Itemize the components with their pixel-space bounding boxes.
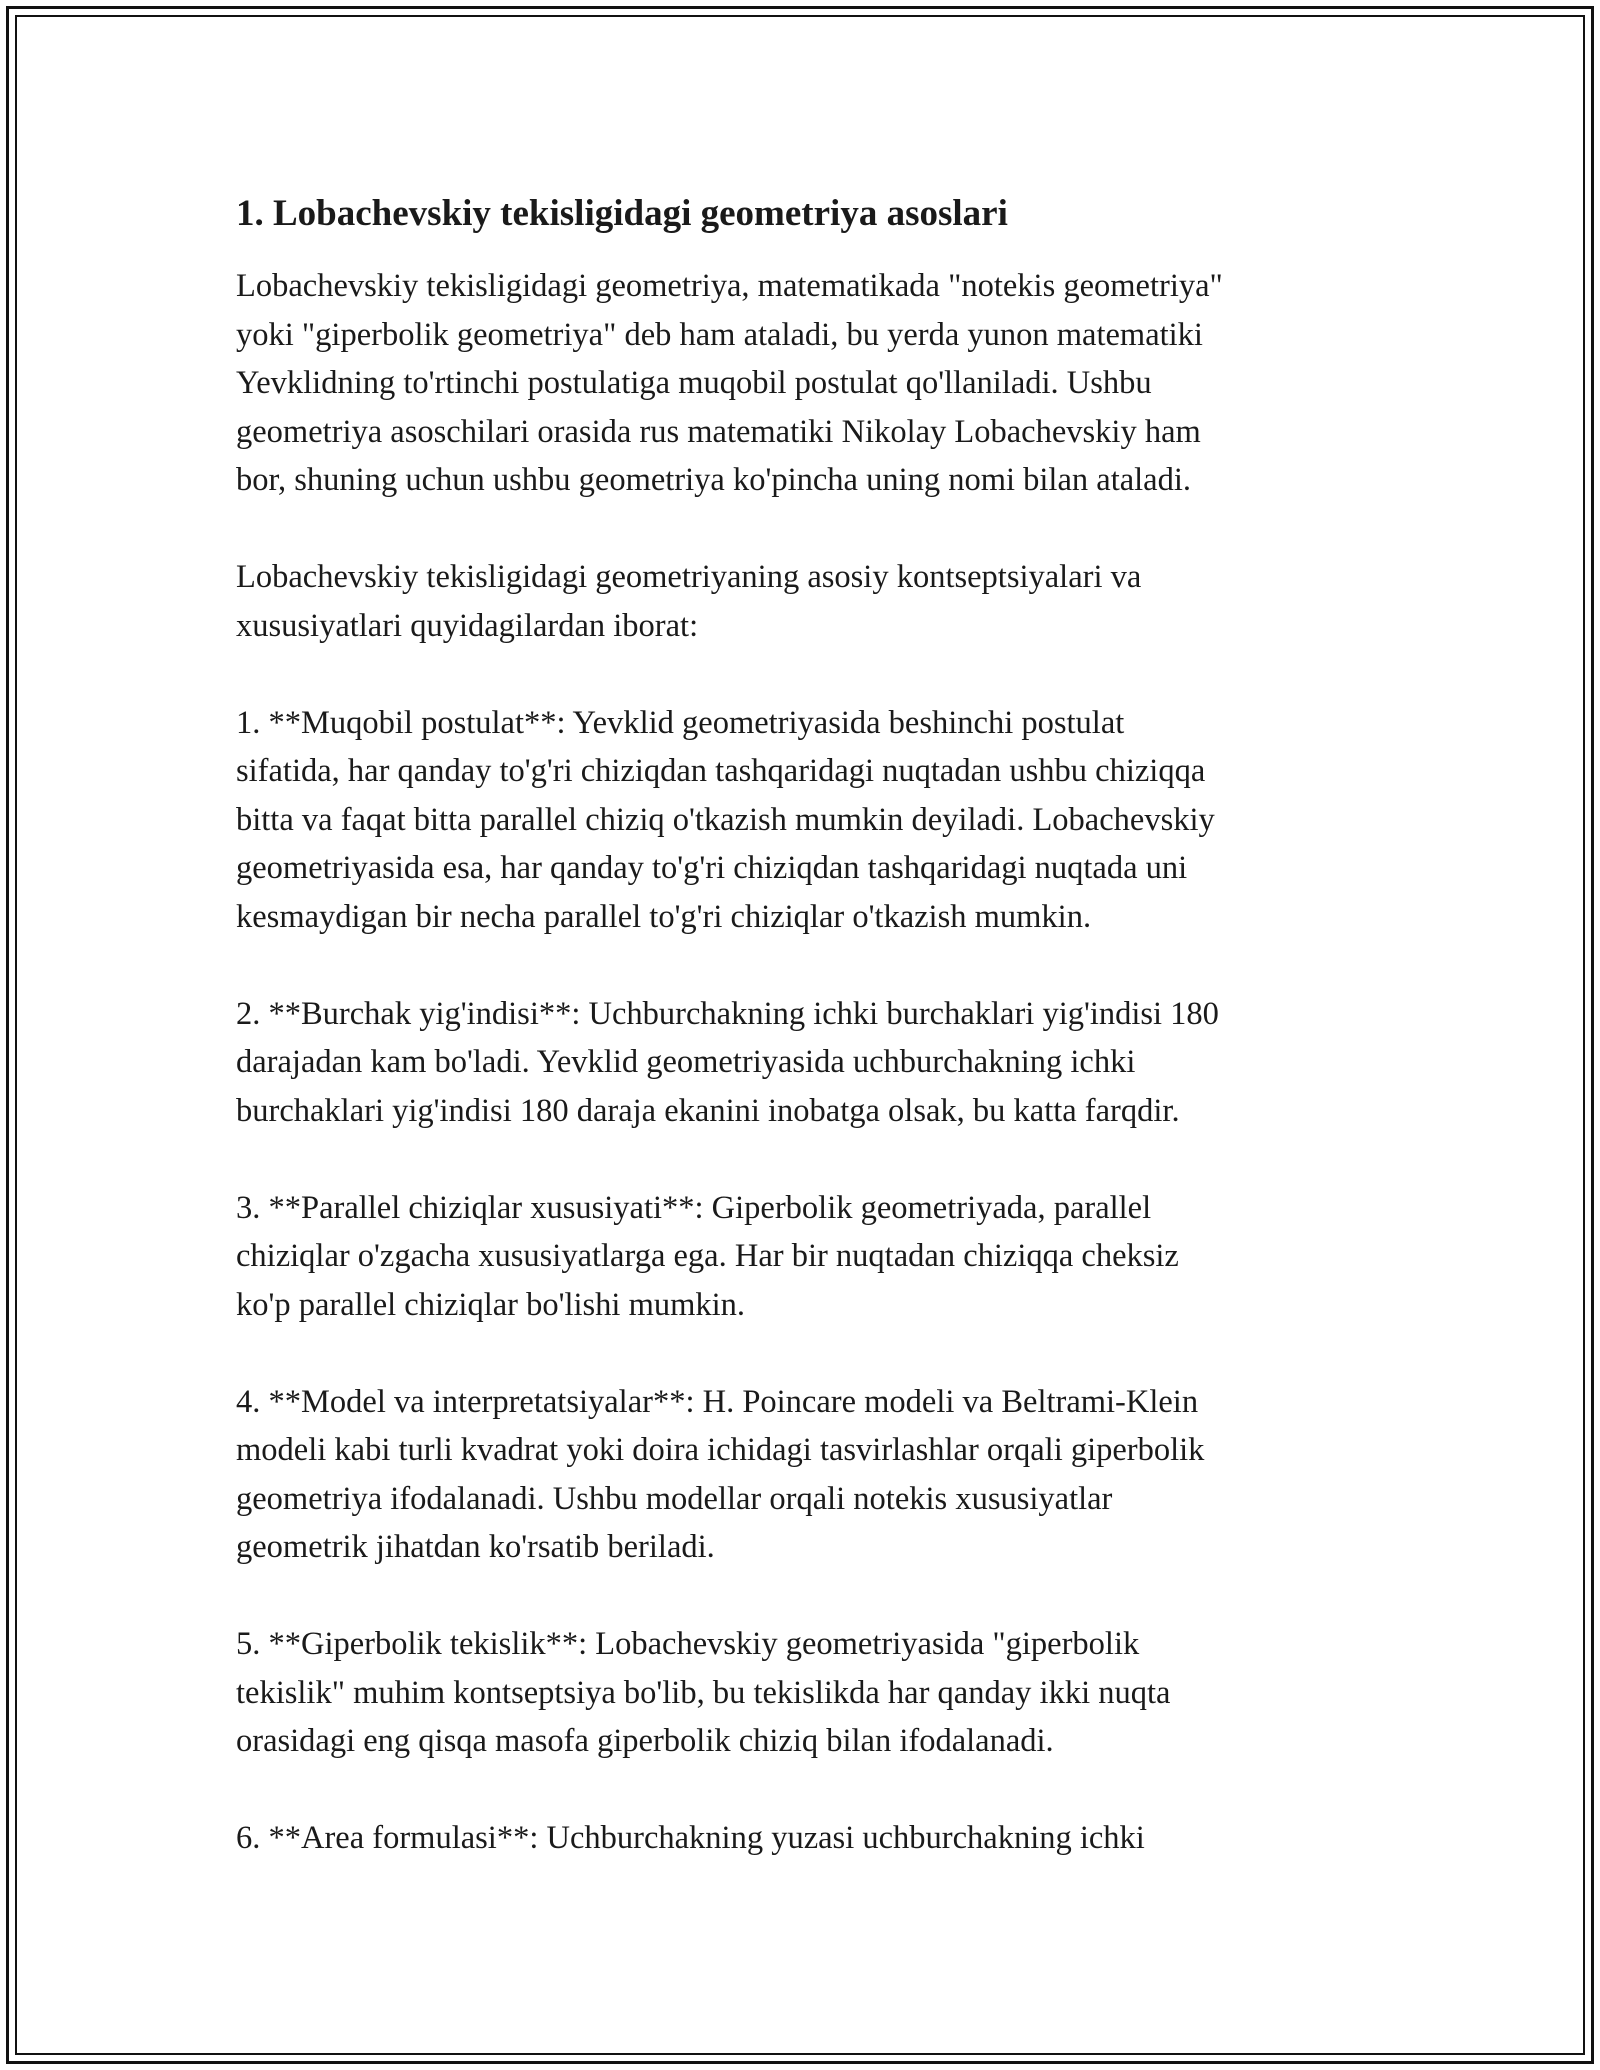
document-body bbox=[236, 184, 1366, 1911]
intro-paragraph: Lobachevskiy tekisligidagi geometriya, matematikada "notekis geometriya" yoki "giperbolik geometriya" deb ham ataladi, bu yerda yunon matematiki Yevklidning to'rtinchi postulatiga muqobil postulat qo'llaniladi. Ushbu geometriya asoschilari orasida rus matematiki Nikolay Lobachevskiy ham bor, shuning uchun ushbu geometriya ko'pincha uning nomi bilan ataladi. bbox=[236, 268, 1223, 498]
list-item-1: 1. **Muqobil postulat**: Yevklid geometriyasida beshinchi postulat sifatida, har qanday to'g'ri chiziqdan tashqaridagi nuqtadan ushbu chiziqqa bitta va faqat bitta parallel chiziq o'tkazish mumkin deyiladi. Lobachevskiy geometriyasida esa, har qanday to'g'ri chiziqdan tashqaridagi nuqtada uni kesmaydigan bir necha parallel to'g'ri chiziqlar o'tkazish mumkin. bbox=[236, 704, 1215, 935]
list-item-6: 6. **Area formulasi**: Uchburchakning yuzasi uchburchakning ichki bbox=[236, 1820, 1145, 1856]
list-item-3: 3. **Parallel chiziqlar xususiyati**: Giperbolik geometriyada, parallel chiziqlar o'zgacha xususiyatlarga ega. Har bir nuqtadan chiziqqa cheksiz ko'p parallel chiziqlar bo'lishi mumkin. bbox=[236, 1189, 1179, 1323]
concepts-intro-paragraph: Lobachevskiy tekisligidagi geometriyaning asosiy kontseptsiyalari va xususiyatlari quyidagilardan iborat: bbox=[236, 559, 1142, 644]
document-title: 1. Lobachevskiy tekisligidagi geometriya asoslari bbox=[236, 193, 1008, 234]
list-item-2: 2. **Burchak yig'indisi**: Uchburchakning ichki burchaklari yig'indisi 180 darajadan kam bo'ladi. Yevklid geometriyasida uchburchakning ichki burchaklari yig'indisi 180 daraja ekanini inobatga olsak, bu katta farqdir. bbox=[236, 995, 1219, 1129]
list-item-4: 4. **Model va interpretatsiyalar**: H. Poincare modeli va Beltrami-Klein modeli kabi turli kvadrat yoki doira ichidagi tasvirlashlar orqali giperbolik geometriya ifodalanadi. Ushbu modellar orqali notekis xususiyatlar geometrik jihatdan ko'rsatib beriladi. bbox=[236, 1383, 1205, 1565]
list-item-5: 5. **Giperbolik tekislik**: Lobachevskiy geometriyasida "giperbolik tekislik" muhim kontseptsiya bo'lib, bu tekislikda har qanday ikki nuqta orasidagi eng qisqa masofa giperbolik chiziq bilan ifodalanadi. bbox=[236, 1626, 1171, 1759]
